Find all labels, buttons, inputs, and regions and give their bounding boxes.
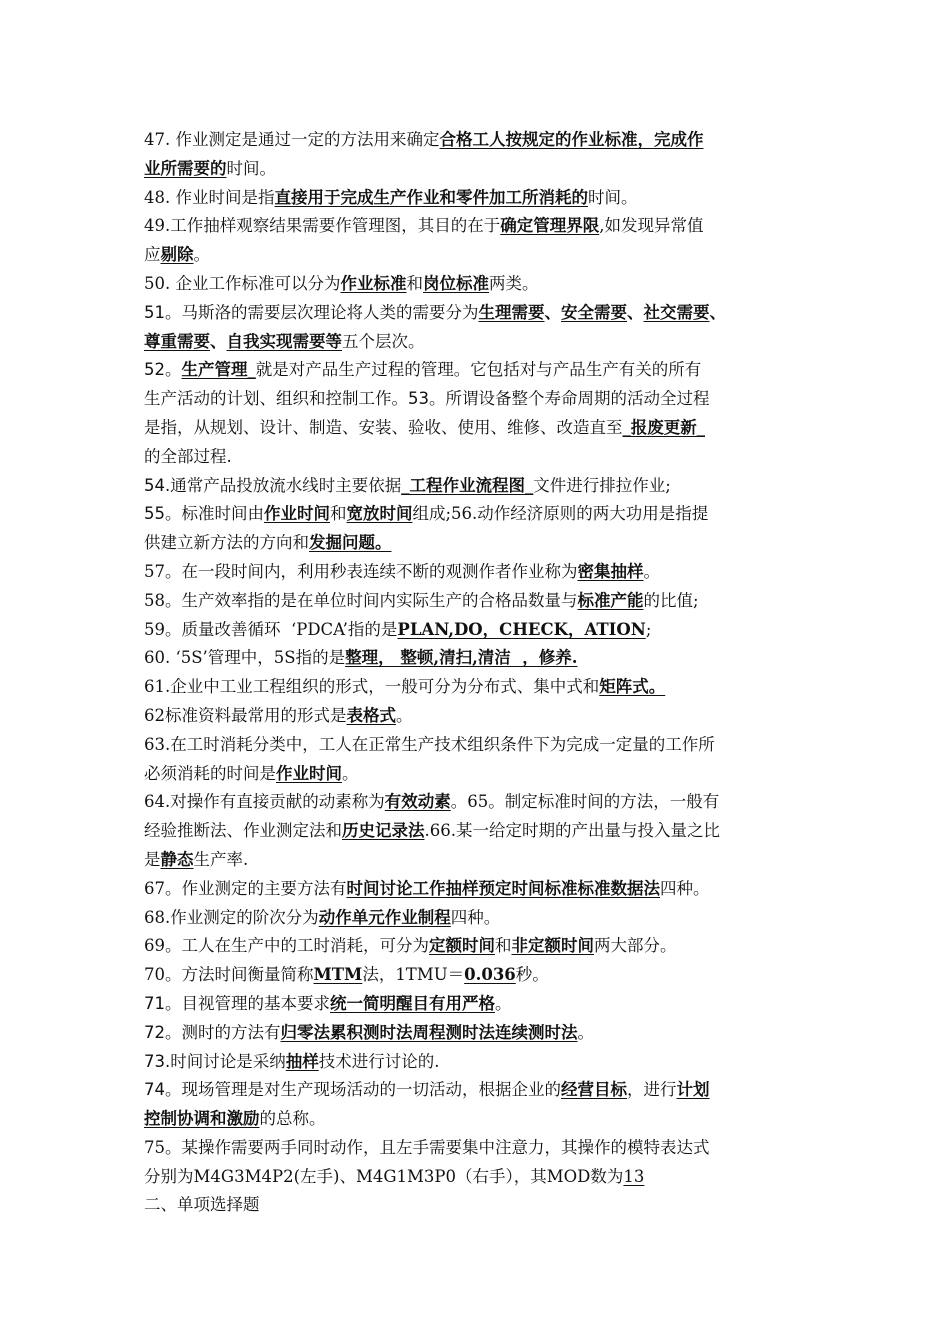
answer-text: 宽放时间	[346, 504, 413, 524]
text-line	[144, 817, 816, 846]
answer-text: 标准产能	[577, 590, 644, 610]
text-segment: 。测时的方法有	[165, 1022, 281, 1042]
text-line	[144, 299, 816, 328]
text-segment: ,如发现异常值	[599, 216, 704, 236]
answer-text: 归零法累积测时法周程测时法连续测时法	[280, 1022, 578, 1042]
text-segment: 。马斯洛的需要层次理论将人类的需要分为	[165, 302, 479, 322]
text-segment: 经验推断法、作业测定法和	[144, 821, 342, 841]
answer-text: 统一简明醒目有用严格	[330, 993, 495, 1013]
text-segment: 二、单项选择题	[144, 1195, 260, 1215]
text-segment: 。	[396, 705, 413, 725]
answer-text: 表格式	[346, 705, 396, 725]
text-segment: 47. 作业测定是通过一定的方法用来确定	[144, 130, 440, 149]
text-segment: 、	[627, 302, 644, 322]
text-segment: 法，1TMU＝	[362, 965, 465, 985]
text-segment: 74	[144, 1080, 165, 1100]
text-segment: 。目视管理的基本要求	[165, 993, 330, 1013]
document-body	[144, 126, 816, 1220]
text-segment: .66.某一给定时期的产出量与投入量之比	[424, 821, 720, 841]
answer-text: 抽样	[285, 1051, 319, 1071]
text-segment: 文件进行排拉作业;	[533, 475, 671, 495]
text-line	[144, 760, 816, 789]
answer-text: 岗位标准	[423, 273, 489, 293]
text-segment: 时间。	[588, 187, 638, 207]
text-segment: 58。生产效率指的是在单位时间内实际生产的合格品数量与	[144, 590, 578, 610]
text-line	[144, 846, 816, 875]
answer-text: 作业时间	[264, 504, 330, 524]
text-line	[144, 990, 816, 1019]
text-segment: 60. ‘5S’管理中，5S指的是	[144, 648, 346, 668]
answer-text: 生理需要	[478, 302, 545, 322]
text-line	[144, 529, 816, 558]
answer-text: _工程作业流程图_	[401, 475, 534, 495]
text-segment: 72	[144, 1022, 165, 1042]
text-segment: 68.作业测定的阶次分为	[144, 907, 319, 927]
text-line	[144, 644, 816, 673]
text-line	[144, 932, 816, 961]
text-segment: 69。工人在生产中的工时消耗，可分为	[144, 936, 429, 956]
answer-text: 矩阵式。	[599, 677, 666, 697]
text-segment: 。现场管理是对生产现场活动的一切活动，根据企业的	[165, 1080, 561, 1100]
text-line	[144, 1134, 816, 1163]
text-segment: 供建立新方法的方向和	[144, 533, 309, 553]
answer-text: 作业标准	[340, 273, 407, 293]
text-line	[144, 1163, 816, 1192]
text-segment: 57。在一段时间内，利用秒表连续不断的观测作者作业称为	[144, 561, 578, 581]
answer-text: 历史记录法	[342, 821, 425, 841]
answer-text: 社交需要	[643, 302, 710, 322]
text-segment: 52	[144, 360, 165, 380]
answer-text: 安全需要	[561, 302, 627, 322]
answer-text: 13	[623, 1166, 645, 1186]
text-segment: 时间讨论是采纳	[170, 1051, 286, 1071]
text-segment: 。	[643, 561, 660, 581]
text-line	[144, 270, 816, 299]
text-segment: 是	[144, 849, 161, 869]
text-segment: 。	[342, 763, 359, 783]
text-line	[144, 731, 816, 760]
text-segment: 。	[577, 1022, 594, 1042]
answer-text: 计划	[676, 1080, 710, 1100]
text-segment: 。标准时间由	[165, 504, 264, 524]
text-segment: 和	[495, 936, 512, 956]
text-segment: 61.企业中工业工程组织的形式，一般可分为分布式、集中式和	[144, 677, 600, 697]
text-segment: 70。方法时间衡量简称	[144, 965, 314, 985]
text-segment: 51	[144, 302, 165, 322]
text-segment: 生产率.	[193, 849, 249, 869]
answer-text: 剔除	[160, 245, 194, 265]
answer-text: _报废更新_	[622, 417, 705, 437]
answer-text: 动作单元作业制程	[318, 907, 451, 927]
answer-text: 静态	[160, 849, 194, 869]
text-line	[144, 356, 816, 385]
answer-text: 直接用于完成生产作业和零件加工所消耗的	[274, 187, 588, 207]
answer-text: 控制协调和激励	[144, 1109, 260, 1129]
answer-text: 自我实现需要等	[226, 331, 342, 351]
text-segment: 。所谓设备整个寿命周期的活动全过程	[429, 389, 710, 409]
text-segment: 的比值;	[643, 590, 699, 610]
answer-text: 整理， 整顿,清扫,清洁 ，修养.	[345, 648, 578, 668]
text-line	[144, 1105, 816, 1134]
text-segment: 。	[165, 360, 182, 380]
text-line	[144, 1048, 816, 1077]
answer-text: 时间讨论工作抽样预定时间标准标准数据法	[346, 878, 660, 898]
answer-text: 密集抽样	[577, 561, 644, 581]
text-segment: 和	[406, 273, 423, 293]
text-line	[144, 443, 816, 472]
text-line	[144, 414, 816, 443]
answer-text: 业所需要的	[144, 158, 227, 178]
text-segment: 秒。	[515, 965, 549, 985]
text-line	[144, 126, 816, 155]
text-segment: 五个层次。	[342, 331, 425, 351]
text-line	[144, 155, 816, 184]
text-segment: ;	[645, 619, 652, 639]
text-segment: 73.	[144, 1051, 171, 1071]
text-line	[144, 472, 816, 501]
text-segment: 50. 企业工作标准可以分为	[144, 273, 341, 293]
answer-text: 生产管理_	[181, 360, 256, 380]
text-line	[144, 241, 816, 270]
text-segment: 、	[544, 302, 561, 322]
text-segment: 必须消耗的时间是	[144, 763, 276, 783]
text-segment: 75。某操作需要两手同时动作，且左手需要集中注意力，其操作的模特表达式	[144, 1137, 710, 1157]
text-segment: 67。作业测定的主要方法有	[144, 878, 347, 898]
answer-text: 非定额时间	[511, 936, 594, 956]
answer-text: 有效动素	[384, 792, 451, 812]
text-segment: 是指，从规划、设计、制造、安装、验收、使用、维修、改造直至	[144, 417, 623, 437]
text-line	[144, 184, 816, 213]
text-line	[144, 961, 816, 990]
text-segment: 四种。	[660, 878, 710, 898]
text-segment: 两大部分。	[594, 936, 677, 956]
text-segment: 62标准资料最常用的形式是	[144, 705, 347, 725]
text-segment: 59。质量改善循环 ‘PDCA’指的是	[144, 619, 398, 639]
text-segment: 53	[408, 389, 429, 409]
text-segment: 和	[330, 504, 347, 524]
text-line	[144, 328, 816, 357]
answer-text: 0.036	[464, 965, 516, 985]
text-segment: 。	[193, 245, 210, 265]
text-segment: 63.在工时消耗分类中，工人在正常生产技术组织条件下为完成一定量的工作所	[144, 734, 715, 754]
text-segment: 、	[210, 331, 227, 351]
text-line	[144, 500, 816, 529]
text-line	[144, 558, 816, 587]
text-line	[144, 1191, 816, 1220]
answer-text: 确定管理界限	[500, 216, 600, 236]
text-line	[144, 385, 816, 414]
answer-text: 尊重需要	[144, 331, 210, 351]
text-segment: 。	[495, 993, 512, 1013]
answer-text: 经营目标	[561, 1080, 627, 1100]
text-segment: 就是对产品生产过程的管理。它包括对与产品生产有关的所有	[255, 360, 702, 380]
text-segment: 、	[709, 302, 726, 322]
text-line	[144, 673, 816, 702]
text-line	[144, 702, 816, 731]
text-segment: 通常产品投放流水线时主要依据	[170, 475, 402, 495]
text-line	[144, 904, 816, 933]
text-segment: 。65。制定标准时间的方法，一般有	[450, 792, 720, 812]
text-segment: 54.	[144, 475, 171, 495]
text-segment: 生产活动的计划、组织和控制工作。	[144, 389, 408, 409]
answer-text: 合格工人按规定的作业标准，完成作	[439, 130, 704, 149]
text-segment: ，进行	[627, 1080, 677, 1100]
text-line	[144, 1076, 816, 1105]
text-segment: 组成;56.动作经济原则的两大功用是指提	[412, 504, 709, 524]
text-segment: 技术进行讨论的.	[318, 1051, 440, 1071]
text-segment: 两类。	[489, 273, 539, 293]
text-segment: 分别为M4G3M4P2(左手)、M4G1M3P0（右手），其MOD数为	[144, 1166, 624, 1186]
text-segment: 71	[144, 993, 165, 1013]
text-segment: 的总称。	[259, 1109, 326, 1129]
text-line	[144, 212, 816, 241]
text-segment: 的全部过程.	[144, 446, 232, 466]
answer-text: 发掘问题。	[309, 533, 392, 553]
text-segment: 49.工作抽样观察结果需要作管理图，其目的在于	[144, 216, 501, 236]
text-line	[144, 1019, 816, 1048]
text-segment: 55	[144, 504, 165, 524]
answer-text: 作业时间	[276, 763, 342, 783]
text-line	[144, 875, 816, 904]
answer-text: PLAN,DO，CHECK，ATION	[397, 619, 646, 639]
text-line	[144, 587, 816, 616]
answer-text: MTM	[313, 965, 363, 985]
text-line	[144, 788, 816, 817]
text-segment: 64.对操作有直接贡献的动素称为	[144, 792, 385, 812]
answer-text: 定额时间	[429, 936, 495, 956]
text-segment: 四种。	[450, 907, 501, 927]
text-segment: 时间。	[226, 158, 276, 178]
text-segment: 应	[144, 245, 161, 265]
text-segment: 48. 作业时间是指	[144, 187, 275, 207]
text-line	[144, 616, 816, 645]
